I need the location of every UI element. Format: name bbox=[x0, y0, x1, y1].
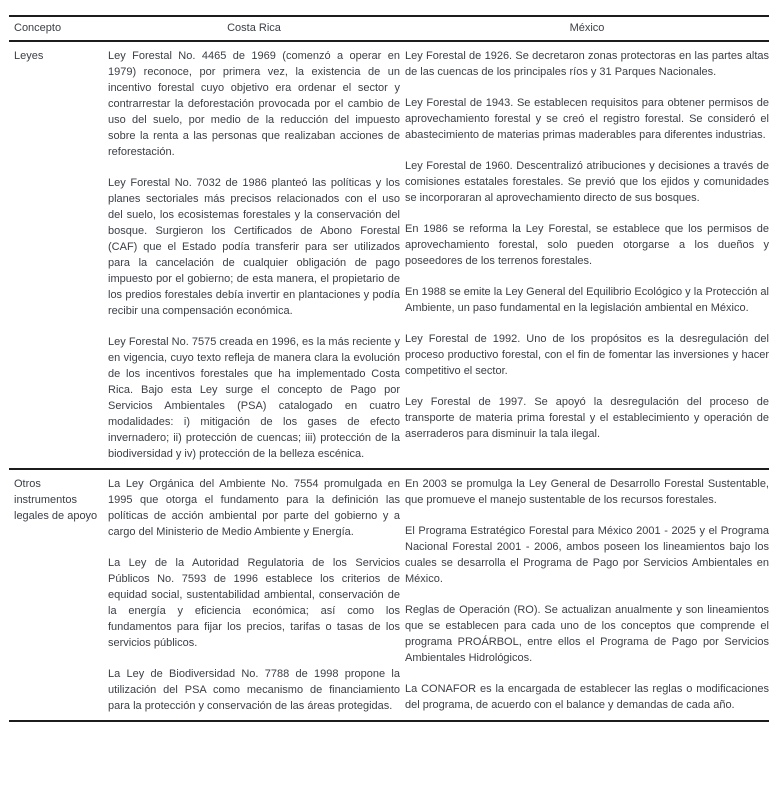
costa-rica-cell bbox=[108, 476, 400, 714]
table-bottom-rule bbox=[9, 720, 769, 722]
concept-label: Leyes bbox=[14, 50, 44, 62]
header-cell-costa-rica: Costa Rica bbox=[227, 22, 281, 34]
paragraph: Ley Forestal No. 7032 de 1986 planteó las políticas y los planes sectoriales más precisos relacionados con el uso del suelo, los ecosistemas forestales y la conservación del bosque. Surgieron los Certificados de Abono Forestal (CAF) que el Estado podía transferir para ser utilizados para la cancelación de cualquier obligación de pago impuesto por el gobierno; de esta manera, el propietario de los predios forestales debía invertir en plantaciones y podía recibir una compensación económica. bbox=[108, 177, 400, 317]
paragraph: En 1988 se emite la Ley General del Equilibrio Ecológico y la Protección al Ambiente, un paso fundamental en la legislación ambiental en México. bbox=[405, 286, 769, 314]
paragraph: Ley Forestal No. 7575 creada en 1996, es la más reciente y en vigencia, cuyo texto refleja de manera clara la evolución de los incentivos forestales que ha implementado Costa Rica. Bajo esta Ley surge el concepto de Pago por Servicios Ambientales (PSA) catalogado en cuatro modalidades: i) mitigación de los gases de efecto invernadero; ii) protección de cuencas; iii) protección de la biodiversidad y iv) protección de la belleza escénica. bbox=[108, 336, 400, 460]
table-row-leyes bbox=[9, 42, 769, 468]
paragraph: Ley Forestal de 1992. Uno de los propósitos es la desregulación del proceso productivo forestal, con el fin de fomentar las inversiones y hacer competitivo el sector. bbox=[405, 333, 769, 377]
paragraph: La Ley Orgánica del Ambiente No. 7554 promulgada en 1995 que otorga el fundamento para la definición las políticas de acción ambiental por parte del gobierno y a cargo del Ministerio de Medio Ambiente y Energía. bbox=[108, 478, 400, 538]
concept-label: Otros instrumentos legales de apoyo bbox=[14, 478, 98, 522]
table-row-otros-instrumentos bbox=[9, 468, 769, 720]
costa-rica-cell bbox=[108, 48, 400, 462]
header-cell-concepto: Concepto bbox=[14, 22, 62, 34]
paragraph: El Programa Estratégico Forestal para México 2001 - 2025 y el Programa Nacional Forestal 2001 - 2006, ambos poseen los lineamientos bajo los cuales se desarrolla el Programa de Pago por Servicios Ambientales en México. bbox=[405, 525, 769, 585]
mexico-cell bbox=[405, 48, 769, 462]
laws-comparison-table bbox=[9, 15, 769, 722]
paragraph: Ley Forestal No. 4465 de 1969 (comenzó a operar en 1979) reconoce, por primera vez, la existencia de un incentivo forestal cuyo objetivo era ordenar el sector y contrarrestar la deforestación provocada por el cambio de uso del suelo, por medio de la reducción del impuesto sobre la renta a las personas que realizaban acciones de reforestación. bbox=[108, 50, 400, 158]
paragraph: La Ley de la Autoridad Regulatoria de los Servicios Públicos No. 7593 de 1996 establece los criterios de equidad social, sustentabilidad ambiental, conservación de la energía y eficiencia económica; así como los fundamentos para fijar los precios, tarifas o tasas de los servicios públicos. bbox=[108, 557, 400, 649]
paragraph: La CONAFOR es la encargada de establecer las reglas o modificaciones del programa, de acuerdo con el balance y demandas de cada año. bbox=[405, 683, 769, 711]
mexico-cell bbox=[405, 476, 769, 714]
paragraph: Ley Forestal de 1960. Descentralizó atribuciones y decisiones a través de comisiones estatales forestales. Se previó que los ejidos y comunidades se incorporaran al aprovechamiento directo de sus bosques. bbox=[405, 160, 769, 204]
paragraph: La Ley de Biodiversidad No. 7788 de 1998 propone la utilización del PSA como mecanismo de financiamiento para la protección y conservación de las áreas protegidas. bbox=[108, 668, 400, 712]
header-cell-mexico: México bbox=[569, 22, 605, 34]
table-header-row bbox=[9, 15, 769, 42]
paragraph: Reglas de Operación (RO). Se actualizan anualmente y son lineamientos que se establecen para cada uno de los conceptos que comprende el programa PROÁRBOL, entre ellos el Programa de Pago por Servicios Ambientales Hidrológicos. bbox=[405, 604, 769, 664]
paragraph: Ley Forestal de 1997. Se apoyó la desregulación del proceso de transporte de materia prima forestal y el establecimiento y operación de aserraderos para disminuir la tala ilegal. bbox=[405, 396, 769, 440]
paragraph: En 1986 se reforma la Ley Forestal, se establece que los permisos de aprovechamiento forestal, solo pueden otorgarse a los dueños y poseedores de los terrenos forestales. bbox=[405, 223, 769, 267]
paragraph: Ley Forestal de 1926. Se decretaron zonas protectoras en las partes altas de las cuencas de los principales ríos y 31 Parques Nacionales. bbox=[405, 50, 769, 78]
paragraph: En 2003 se promulga la Ley General de Desarrollo Forestal Sustentable, que promueve el manejo sustentable de los recursos forestales. bbox=[405, 478, 769, 506]
paragraph: Ley Forestal de 1943. Se establecen requisitos para obtener permisos de aprovechamiento forestal y se creó el registro forestal. Se consideró el abastecimiento de materias primas maderables para diferentes industrias. bbox=[405, 97, 769, 141]
